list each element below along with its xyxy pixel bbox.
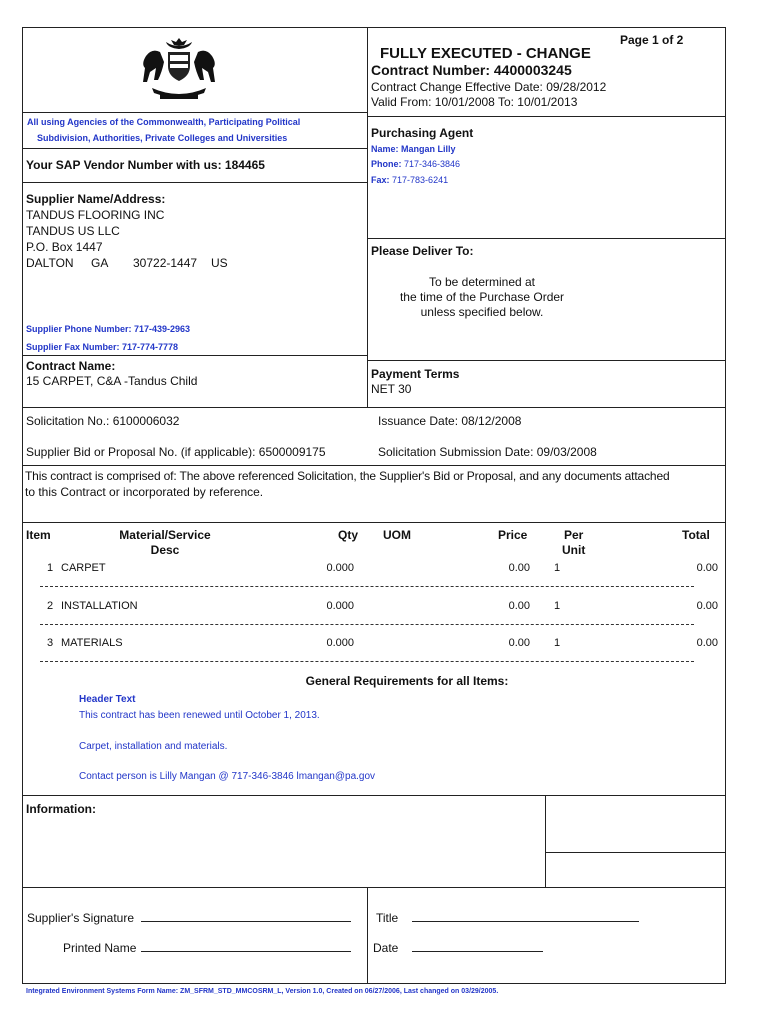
page-label: Page 1 of 2 xyxy=(620,33,684,47)
agent-fax-label: Fax: xyxy=(371,175,390,185)
commonwealth-seal xyxy=(138,36,220,102)
agent-phone-value: 717-346-3846 xyxy=(404,159,461,169)
supplier-state: GA xyxy=(91,256,109,270)
agent-name-label: Name: xyxy=(371,144,399,154)
col-price: Price xyxy=(498,528,528,542)
deliver-line-1: To be determined at xyxy=(428,275,536,289)
row-separator xyxy=(40,624,694,625)
agent-fax xyxy=(371,175,448,185)
divider-vendor-bottom xyxy=(22,182,368,183)
row-price: 0.00 xyxy=(508,600,530,612)
supplier-phone: Supplier Phone Number: 717-439-2963 xyxy=(26,324,191,334)
col-desc-1: Material/Service xyxy=(119,528,211,542)
col-per-2: Unit xyxy=(562,543,586,557)
supplier-heading: Supplier Name/Address: xyxy=(26,192,166,206)
agent-phone-label: Phone: xyxy=(371,159,402,169)
agencies-line-2: Subdivision, Authorities, Private Colleges and Universities xyxy=(37,133,288,143)
supplier-line-1: TANDUS FLOORING INC xyxy=(26,208,165,222)
agencies-line-1: All using Agencies of the Commonwealth, Participating Political xyxy=(27,117,301,127)
col-uom: UOM xyxy=(383,528,411,542)
agent-phone xyxy=(371,159,460,169)
supplier-line-3: P.O. Box 1447 xyxy=(26,240,103,254)
frame-bottom xyxy=(22,983,726,984)
divider-comprised xyxy=(22,465,726,466)
agent-name-value: Mangan Lilly xyxy=(401,144,456,154)
divider-items-header xyxy=(22,522,726,523)
printed-name-label: Printed Name xyxy=(63,941,137,955)
agent-heading: Purchasing Agent xyxy=(371,126,474,140)
bid-number: Supplier Bid or Proposal No. (if applicable): 6500009175 xyxy=(26,445,326,459)
divider-vendor-top xyxy=(22,148,368,149)
form-footer: Integrated Environment Systems Form Name: ZM_SFRM_STD_MMCOSRM_L, Version 1.0, Created on 06/27/2006, Last changed on 03/29/2005. xyxy=(26,988,499,995)
information-heading: Information: xyxy=(26,802,96,816)
col-total: Total xyxy=(682,528,710,542)
row-qty: 0.000 xyxy=(326,600,354,612)
row-total: 0.00 xyxy=(696,562,718,574)
divider-information xyxy=(22,795,726,796)
valid-dates: Valid From: 10/01/2008 To: 10/01/2013 xyxy=(371,95,578,109)
materials-text: Carpet, installation and materials. xyxy=(79,741,228,752)
agent-fax-value: 717-783-6241 xyxy=(392,175,449,185)
col-desc-2: Desc xyxy=(150,543,180,557)
divider-solicitation xyxy=(22,407,726,408)
supplier-country: US xyxy=(211,256,228,270)
printed-name-line[interactable] xyxy=(141,941,351,952)
divider-signature-col xyxy=(367,887,368,984)
row-price: 0.00 xyxy=(508,637,530,649)
contact-text: Contact person is Lilly Mangan @ 717-346-3846 lmangan@pa.gov xyxy=(79,771,376,782)
sap-vendor-number: Your SAP Vendor Number with us: 184465 xyxy=(26,158,265,172)
divider-agencies xyxy=(22,112,368,113)
title-label: Title xyxy=(376,911,399,925)
divider-signature xyxy=(22,887,726,888)
title-line[interactable] xyxy=(412,911,639,922)
row-per: 1 xyxy=(554,562,561,574)
col-per-1: Per xyxy=(564,528,584,542)
divider-info-mid xyxy=(545,852,726,853)
column-divider xyxy=(367,27,368,408)
header-text-label: Header Text xyxy=(79,694,136,705)
contract-number: Contract Number: 4400003245 xyxy=(371,62,572,78)
row-num: 2 xyxy=(47,600,54,612)
contract-name-value: 15 CARPET, C&A -Tandus Child xyxy=(26,374,198,388)
row-desc: CARPET xyxy=(61,562,106,574)
comprised-line-1: This contract is comprised of: The above referenced Solicitation, the Supplier's Bid or Proposal, and any documents attached xyxy=(25,469,670,483)
deliver-line-3: unless specified below. xyxy=(420,305,544,319)
supplier-fax: Supplier Fax Number: 717-774-7778 xyxy=(26,342,179,352)
deliver-line-2: the time of the Purchase Order xyxy=(399,290,565,304)
comprised-line-2: to this Contract or incorporated by reference. xyxy=(25,485,264,499)
issuance-date: Issuance Date: 08/12/2008 xyxy=(378,414,522,428)
frame-top xyxy=(22,27,726,28)
effective-date: Contract Change Effective Date: 09/28/2012 xyxy=(371,80,607,94)
general-heading: General Requirements for all Items: xyxy=(305,674,509,688)
row-total: 0.00 xyxy=(696,637,718,649)
deliver-heading: Please Deliver To: xyxy=(371,244,474,258)
document-title: FULLY EXECUTED - CHANGE xyxy=(380,45,591,62)
renewed-text: This contract has been renewed until October 1, 2013. xyxy=(79,710,320,721)
row-num: 3 xyxy=(47,637,54,649)
row-desc: MATERIALS xyxy=(61,637,123,649)
divider-payment xyxy=(367,360,726,361)
payment-heading: Payment Terms xyxy=(371,367,460,381)
agent-name xyxy=(371,144,456,154)
divider-agent xyxy=(367,116,726,117)
row-qty: 0.000 xyxy=(326,562,354,574)
row-num: 1 xyxy=(47,562,54,574)
supplier-zip: 30722-1447 xyxy=(133,256,198,270)
date-label: Date xyxy=(373,941,399,955)
row-per: 1 xyxy=(554,637,561,649)
divider-info-col xyxy=(545,795,546,887)
contract-name-heading: Contract Name: xyxy=(26,359,116,373)
frame-left xyxy=(22,27,23,984)
supplier-city: DALTON xyxy=(26,256,74,270)
signature-label: Supplier's Signature xyxy=(27,911,135,925)
row-qty: 0.000 xyxy=(326,637,354,649)
divider-contract-name-left xyxy=(22,355,368,356)
date-line[interactable] xyxy=(412,941,543,952)
row-separator xyxy=(40,661,694,662)
col-qty: Qty xyxy=(338,528,359,542)
signature-line[interactable] xyxy=(141,911,351,922)
submission-date: Solicitation Submission Date: 09/03/2008 xyxy=(378,445,597,459)
solicitation-number: Solicitation No.: 6100006032 xyxy=(26,414,180,428)
row-desc: INSTALLATION xyxy=(61,600,138,612)
row-total: 0.00 xyxy=(696,600,718,612)
divider-deliver xyxy=(367,238,726,239)
payment-value: NET 30 xyxy=(371,382,412,396)
col-item: Item xyxy=(26,528,51,542)
frame-right xyxy=(725,27,726,984)
supplier-line-2: TANDUS US LLC xyxy=(26,224,120,238)
row-price: 0.00 xyxy=(508,562,530,574)
row-per: 1 xyxy=(554,600,561,612)
row-separator xyxy=(40,586,694,587)
